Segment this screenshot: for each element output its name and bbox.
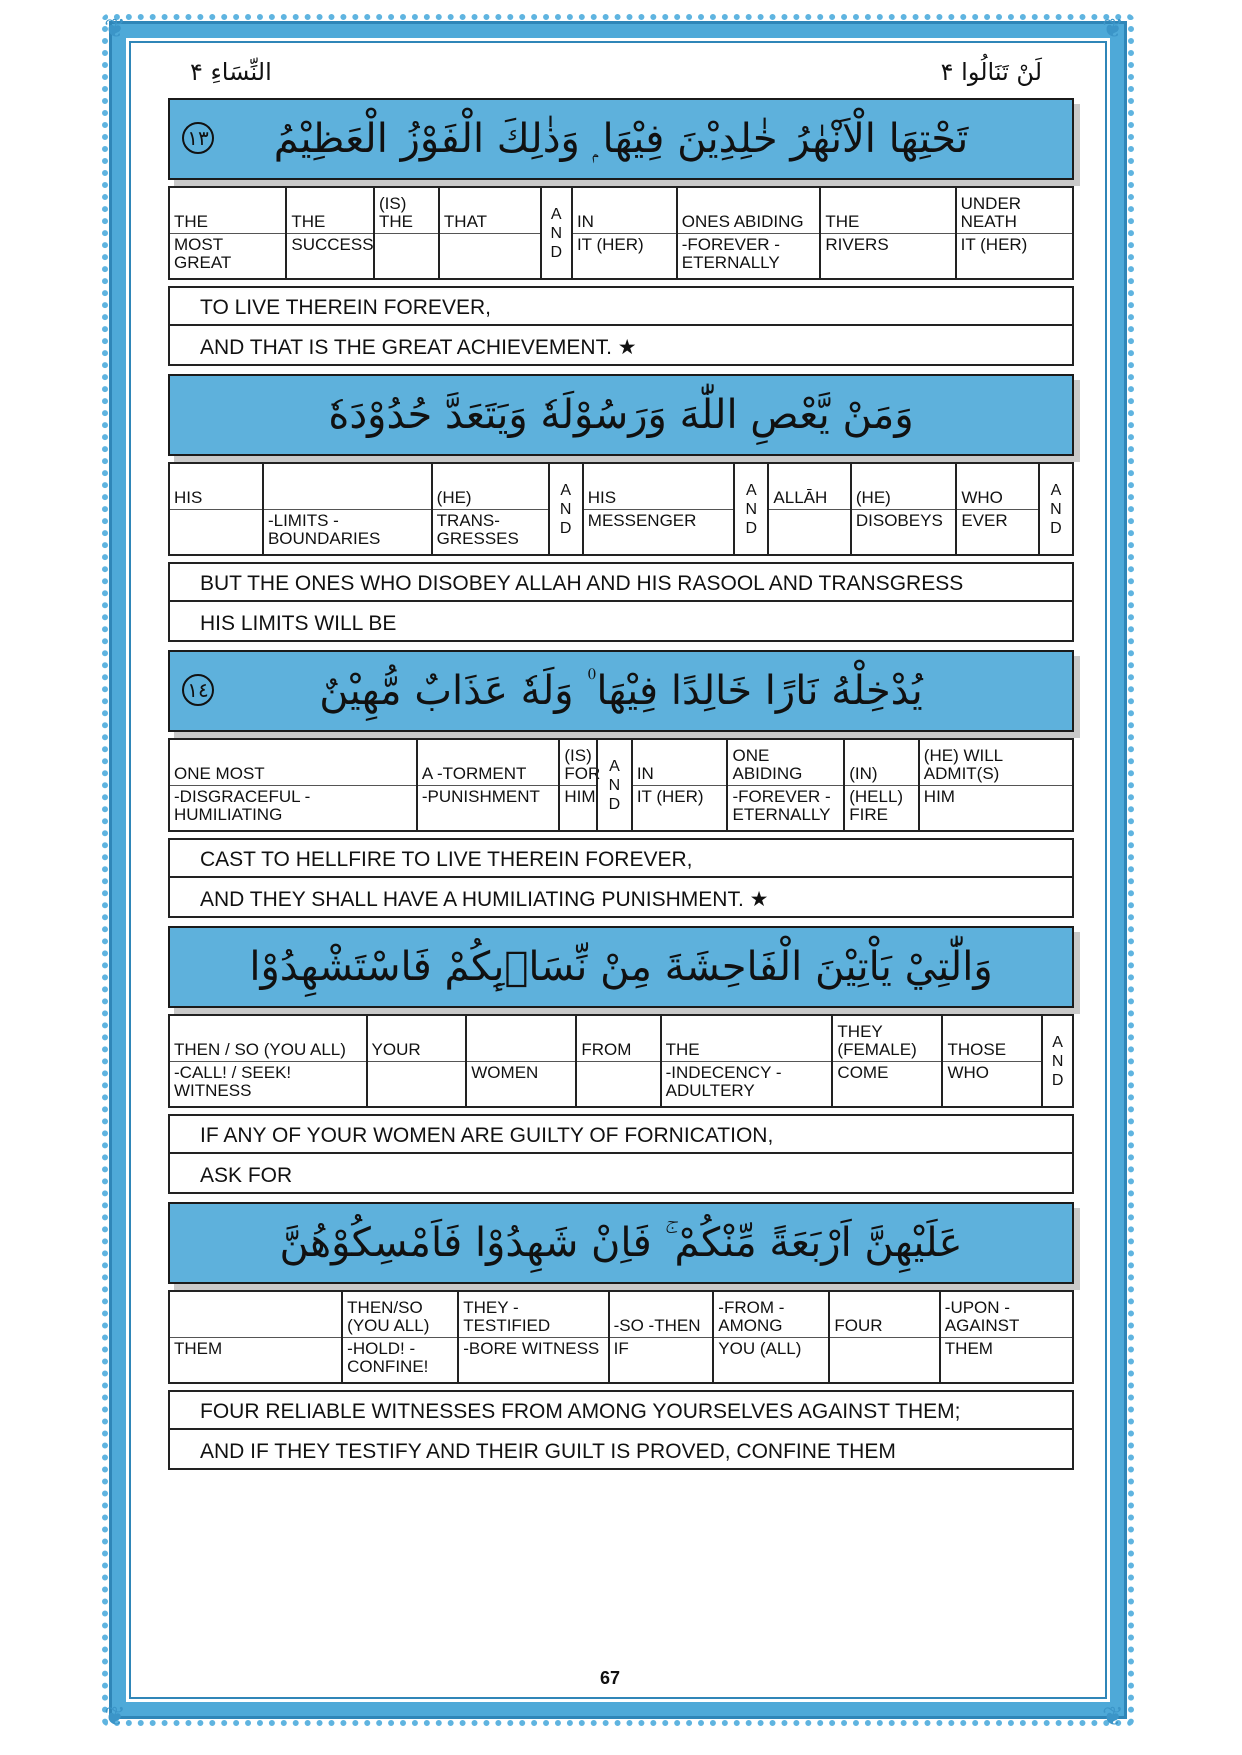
word-cell — [955, 188, 1072, 278]
arabic-verse-text: تَحْتِهَا الْاَنْهٰرُ خٰلِدِيْنَ فِيْهَا ۭ وَذٰلِكَ الْفَوْزُ الْعَظِيْمُ — [273, 116, 969, 162]
and-letter: D — [745, 519, 758, 537]
and-connector-cell — [540, 188, 571, 278]
word-cell — [366, 1016, 466, 1106]
page-content — [168, 90, 1074, 1470]
word-cell — [170, 1292, 341, 1382]
word-meaning-bottom: -HOLD! -CONFINE! — [343, 1337, 457, 1383]
word-meaning-top: WHO — [961, 487, 1003, 507]
word-cell — [170, 464, 262, 554]
surah-header: النِّسَاءِ ۴ — [190, 58, 272, 86]
word-meaning-bottom: RIVERS — [821, 233, 954, 279]
word-meaning-top: THOSE — [947, 1039, 1007, 1059]
word-translation-table — [168, 1290, 1074, 1384]
arabic-verse-banner — [168, 650, 1074, 732]
and-letter: N — [608, 776, 621, 794]
arabic-verse-banner — [168, 926, 1074, 1008]
arabic-verse-banner — [168, 374, 1074, 456]
word-meaning-bottom: IT (HER) — [633, 785, 727, 831]
word-meaning-top: YOUR — [371, 1039, 421, 1059]
arabic-verse-text: عَلَيْهِنَّ اَرْبَعَةً مِّنْكُمْ ۚ فَاِنْ شَهِدُوْا فَاَمْسِكُوْهُنَّ — [279, 1220, 963, 1266]
word-meaning-bottom: WHO — [943, 1061, 1041, 1107]
verse-number-marker: ١٤ — [182, 674, 214, 706]
word-meaning-bottom — [170, 509, 262, 555]
word-translation-table — [168, 186, 1074, 280]
ornament-icon: ❦ — [104, 1702, 126, 1732]
word-meaning-top: THE — [291, 211, 326, 231]
translation-line: ASK FOR — [168, 1154, 1074, 1194]
word-cell — [676, 188, 820, 278]
and-letter: D — [550, 243, 563, 261]
translation-line: AND THEY SHALL HAVE A HUMILIATING PUNISHMENT. ★ — [168, 878, 1074, 918]
word-meaning-top: UNDER NEATH — [960, 193, 1022, 231]
word-cell — [170, 740, 416, 830]
word-cell — [712, 1292, 828, 1382]
and-connector-cell — [596, 740, 631, 830]
and-letter: A — [745, 481, 757, 499]
word-meaning-top: ALLĀH — [773, 487, 828, 507]
juz-header: لَنْ تَنَالُوا ۴ — [940, 58, 1042, 86]
word-cell — [582, 464, 733, 554]
word-cell — [608, 1292, 713, 1382]
arabic-verse-banner — [168, 1202, 1074, 1284]
word-meaning-top: (IS) THE — [378, 193, 413, 231]
word-meaning-top: THEY -TESTIFIED — [463, 1297, 551, 1335]
word-cell — [767, 464, 849, 554]
and-letter: D — [1051, 1071, 1064, 1089]
word-cell — [558, 740, 601, 830]
word-meaning-bottom: SUCCESS — [287, 233, 373, 279]
word-translation-table — [168, 462, 1074, 556]
and-letter: N — [1050, 500, 1062, 518]
word-meaning-bottom: EVER — [957, 509, 1037, 555]
word-cell — [575, 1016, 659, 1106]
translation-line: AND THAT IS THE GREAT ACHIEVEMENT. ★ — [168, 326, 1074, 366]
word-cell — [939, 1292, 1072, 1382]
word-meaning-top: (IS) FOR — [564, 745, 601, 783]
and-letter: A — [609, 757, 620, 775]
arabic-verse-text: يُدْخِلْهُ نَارًا خَالِدًا فِيْهَا ۠ وَلَهٗ عَذَابٌ مُّهِيْنٌ — [319, 668, 923, 714]
translation-line: IF ANY OF YOUR WOMEN ARE GUILTY OF FORNICATION, — [168, 1114, 1074, 1154]
word-cell — [726, 740, 843, 830]
word-cell — [438, 188, 540, 278]
arabic-verse-text: وَمَنْ يَّعْصِ اللّٰهَ وَرَسُوْلَهٗ وَيَتَعَدَّ حُدُوْدَهٗ — [328, 392, 914, 438]
word-cell — [850, 464, 955, 554]
word-meaning-top: ONES ABIDING — [681, 211, 804, 231]
word-meaning-top — [264, 464, 431, 509]
word-meaning-top: ONE MOST — [174, 763, 265, 783]
word-meaning-bottom: COME — [833, 1061, 941, 1107]
ornament-icon: ❦ — [104, 14, 126, 44]
word-meaning-top: -UPON -AGAINST — [944, 1297, 1020, 1335]
word-cell — [819, 188, 954, 278]
word-meaning-top: THEN/SO (YOU ALL) — [347, 1297, 430, 1335]
word-meaning-bottom: IT (HER) — [573, 233, 676, 279]
and-letter: D — [608, 795, 621, 813]
word-meaning-bottom: -DISGRACEFUL -HUMILIATING — [170, 785, 416, 831]
word-meaning-bottom: -BORE WITNESS — [459, 1337, 607, 1383]
and-connector-cell — [548, 464, 582, 554]
word-cell — [631, 740, 727, 830]
word-cell — [170, 188, 285, 278]
word-meaning-top: THAT — [443, 211, 488, 231]
ornament-icon: ❦ — [1102, 1702, 1124, 1732]
word-meaning-top: THE — [174, 211, 208, 231]
word-meaning-bottom: -CALL! / SEEK! WITNESS — [170, 1061, 366, 1107]
word-meaning-top: (HE) — [855, 487, 891, 507]
word-cell — [955, 464, 1037, 554]
and-connector-cell — [1041, 1016, 1072, 1106]
word-meaning-bottom: -LIMITS -BOUNDARIES — [264, 509, 431, 555]
word-meaning-bottom — [375, 233, 438, 279]
word-cell — [828, 1292, 938, 1382]
and-letter: N — [1051, 1052, 1064, 1070]
and-letter: A — [1050, 481, 1062, 499]
word-meaning-bottom: (HELL) FIRE — [845, 785, 918, 831]
word-meaning-top: (HE) — [436, 487, 472, 507]
word-meaning-top: -SO -THEN — [613, 1315, 701, 1335]
word-cell — [262, 464, 431, 554]
word-meaning-top: FROM — [581, 1039, 632, 1059]
word-cell — [373, 188, 438, 278]
word-meaning-bottom: -INDECENCY -ADULTERY — [662, 1061, 832, 1107]
word-meaning-bottom: TRANS- GRESSES — [433, 509, 548, 555]
verse-number-marker: ١٣ — [182, 122, 214, 154]
word-translation-table — [168, 1014, 1074, 1108]
word-meaning-bottom: HIM — [560, 785, 596, 831]
and-letter: N — [559, 500, 572, 518]
word-meaning-bottom: DISOBEYS — [852, 509, 955, 555]
word-cell — [465, 1016, 575, 1106]
arabic-verse-banner — [168, 98, 1074, 180]
word-meaning-top: HIS — [587, 487, 617, 507]
word-cell — [831, 1016, 941, 1106]
word-cell — [843, 740, 918, 830]
word-meaning-top: -FROM -AMONG — [718, 1297, 785, 1335]
word-meaning-top: HIS — [174, 487, 203, 507]
word-meaning-top: THEY (FEMALE) — [837, 1021, 917, 1059]
word-meaning-bottom: IF — [610, 1337, 713, 1383]
word-cell — [170, 1016, 366, 1106]
word-cell — [660, 1016, 832, 1106]
and-letter: A — [550, 205, 562, 223]
and-letter: A — [560, 481, 572, 499]
translation-line: FOUR RELIABLE WITNESSES FROM AMONG YOURSELVES AGAINST THEM; — [168, 1390, 1074, 1430]
word-cell — [431, 464, 548, 554]
word-meaning-bottom: YOU (ALL) — [714, 1337, 828, 1383]
word-cell — [341, 1292, 457, 1382]
word-meaning-top: ONE ABIDING — [732, 745, 803, 783]
word-meaning-bottom: THEM — [170, 1337, 341, 1383]
translation-line: CAST TO HELLFIRE TO LIVE THEREIN FOREVER, — [168, 838, 1074, 878]
word-meaning-top: FOUR — [834, 1315, 883, 1335]
word-cell — [416, 740, 558, 830]
and-letter: N — [745, 500, 758, 518]
ornament-icon: ❦ — [1102, 14, 1124, 44]
word-meaning-bottom: MESSENGER — [584, 509, 733, 555]
word-cell — [918, 740, 1072, 830]
word-meaning-bottom — [769, 509, 849, 555]
word-meaning-top: THEN / SO (YOU ALL) — [174, 1039, 346, 1059]
and-letter: D — [559, 519, 572, 537]
word-meaning-bottom — [368, 1061, 466, 1107]
and-letter: D — [1050, 519, 1062, 537]
word-meaning-top: (HE) WILL ADMIT(S) — [923, 745, 1003, 783]
word-meaning-bottom: IT (HER) — [957, 233, 1072, 279]
translation-line: BUT THE ONES WHO DISOBEY ALLAH AND HIS RASOOL AND TRANSGRESS — [168, 562, 1074, 602]
word-meaning-bottom: THEM — [941, 1337, 1072, 1383]
word-meaning-bottom: -FOREVER -ETERNALLY — [728, 785, 843, 831]
word-meaning-bottom: -PUNISHMENT — [418, 785, 558, 831]
word-cell — [941, 1016, 1041, 1106]
word-meaning-bottom: -FOREVER -ETERNALLY — [678, 233, 820, 279]
word-meaning-top: THE — [665, 1039, 700, 1059]
and-letter: N — [550, 224, 563, 242]
translation-line: AND IF THEY TESTIFY AND THEIR GUILT IS PROVED, CONFINE THEM — [168, 1430, 1074, 1470]
word-meaning-bottom — [440, 233, 540, 279]
arabic-verse-text: وَالّٰتِيْ يَاْتِيْنَ الْفَاحِشَةَ مِنْ نِّسَاۗىِٕكُمْ فَاسْتَشْهِدُوْا — [249, 944, 993, 990]
word-meaning-bottom — [577, 1061, 659, 1107]
word-meaning-top: (IN) — [849, 763, 878, 783]
word-meaning-bottom: WOMEN — [467, 1061, 575, 1107]
word-meaning-bottom: HIM — [920, 785, 1072, 831]
page-number: 67 — [600, 1668, 621, 1688]
word-cell — [285, 188, 373, 278]
translation-line: HIS LIMITS WILL BE — [168, 602, 1074, 642]
word-meaning-top — [467, 1016, 575, 1061]
and-letter: A — [1052, 1033, 1063, 1051]
word-cell — [571, 188, 676, 278]
word-meaning-bottom: MOST GREAT — [170, 233, 285, 279]
word-meaning-top: IN — [576, 211, 594, 231]
word-meaning-top: THE — [825, 211, 860, 231]
and-connector-cell — [733, 464, 767, 554]
word-cell — [457, 1292, 607, 1382]
word-meaning-top — [170, 1292, 341, 1337]
translation-line: TO LIVE THEREIN FOREVER, — [168, 286, 1074, 326]
word-meaning-top: IN — [636, 763, 654, 783]
word-meaning-top: A -TORMENT — [421, 763, 527, 783]
word-meaning-bottom — [830, 1337, 938, 1383]
and-connector-cell — [1038, 464, 1072, 554]
word-translation-table — [168, 738, 1074, 832]
